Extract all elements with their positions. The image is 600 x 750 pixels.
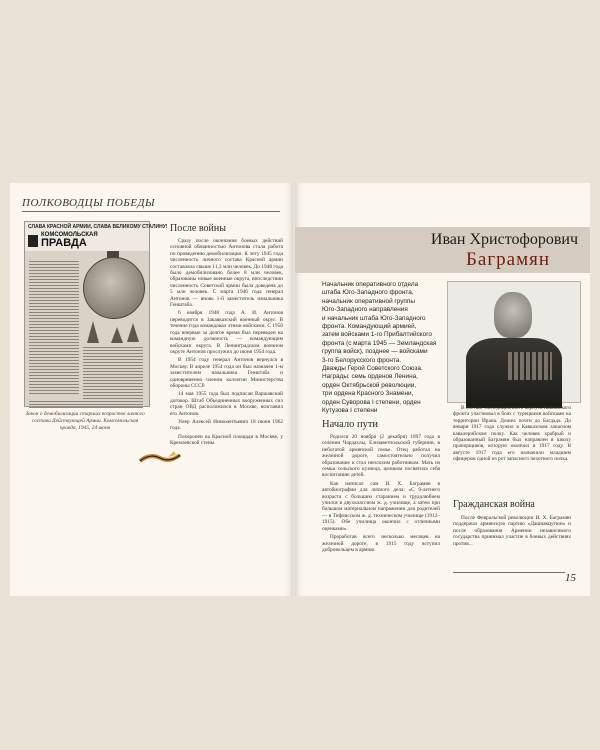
bio-line: и начальник штаба Юго-Западного — [322, 314, 426, 322]
section2-title: Гражданская война — [453, 499, 535, 510]
right-page — [295, 183, 590, 596]
article-paragraph: Умер Алексей Иннокентьевич 18 июня 1962 года. — [170, 418, 283, 432]
bio-line: Кутузова I степени — [322, 407, 378, 415]
bio-line: Юго-Западного направления — [322, 306, 408, 314]
section1-paragraph: Как написал сам И. Х. Баграмян в автобиографии для личного дела: «С 9-летнего возраста с большим старанием и трудолюбием учился в двухклассном ж. д. училище, а затем при большом материальном напряжении для родителей — в Тифлисском ж. д. техническом училище (1912–1915). Обе училища окончил с отличными оценками». — [322, 480, 440, 532]
section-rule — [22, 211, 280, 212]
kremlin-tower-icon — [111, 327, 123, 343]
newspaper-header — [25, 222, 168, 251]
newspaper-photo — [24, 221, 168, 407]
page-number: 15 — [565, 572, 576, 584]
bio-line: Награды: семь орденов Ленина, — [322, 373, 418, 381]
commander-first-name: Иван Христофорович — [430, 231, 578, 248]
section1-paragraph: Родился 20 ноября (2 декабря) 1897 года в селении Чардахлы, Елизаветпольской губернии, в небогатой армянской семье. Отец работал на железной дороге, самостоятельно получил образование и стал неплохим работником. Мать из семьи сельского кузнеца, целиком посвятила себя воспитанию детей. — [322, 434, 440, 479]
newspaper-name-top: КОМСОМОЛЬСКАЯ — [41, 232, 98, 238]
newspaper-column — [29, 261, 79, 396]
section1-continued-text — [453, 405, 571, 465]
newspaper-body — [25, 251, 149, 411]
victory-medal-icon — [83, 257, 145, 319]
article-paragraph: В 1954 году генерал Антонов вернулся в Москву. В апреле 1954 года он был назначен 1-м заместителем начальника Генштаба и одновременно членом коллегии Министерства обороны СССР. — [170, 357, 283, 389]
order-icon — [28, 235, 38, 247]
st-george-ribbon-icon — [138, 451, 182, 465]
bio-line: Начальник оперативного отдела — [322, 281, 419, 288]
bio-line: 3-го Белорусского фронта. — [322, 356, 402, 364]
newspaper-name-main: ПРАВДА — [41, 237, 87, 249]
article-after-war — [170, 223, 283, 449]
bio-line: фронта (с марта 1945 — Земландская — [322, 339, 437, 347]
section-title: ПОЛКОВОДЦЫ ПОБЕДЫ — [22, 197, 156, 209]
section-civil-war — [453, 499, 535, 514]
section-header — [22, 197, 280, 212]
portrait-medals-icon — [508, 352, 552, 380]
section2-text — [453, 515, 571, 549]
page-number-rule — [453, 572, 565, 573]
section1-continued-paragraph: В составе экспедиционного корпуса Кавказского фронта участвовал в боях с турецкими войсками на территории Ирана. Дошел почти до Багдада. До января 1917 года служил в Кавказском запасном кавалерийском полку. Как человек храбрый и образованный Баграмян был направлен в школу прапорщиков, которую окончил в 1917 году. В августе 1917 года его назначили младшим офицером одной из рот запасного пехотного полка. — [453, 405, 571, 463]
section1-paragraph: Проработав всего несколько месяцев на железной дороге, в 1915 году вступил добровольцем в армию. — [322, 534, 440, 553]
section1-text — [322, 434, 440, 555]
newspaper-masthead — [28, 232, 146, 249]
article-title: После войны — [170, 223, 226, 234]
newspaper-name — [41, 232, 98, 249]
article-paragraph: Похоронен на Красной площади в Москве, у Кремлевской стены. — [170, 433, 283, 447]
newspaper-slogan: СЛАВА КРАСНОЙ АРМИИ, СЛАВА ВЕЛИКОМУ СТАЛИНУ! — [28, 224, 168, 230]
portrait-head — [494, 292, 532, 338]
section-start-of-path — [322, 419, 378, 434]
commander-last-name: Баграмян — [466, 249, 550, 270]
bio-line: орден Октябрьской революции, — [322, 381, 417, 389]
commander-bio — [322, 281, 447, 416]
article-paragraph: Сразу после окончания боевых действий основной обязанностью Антонова стала работа по проведению демобилизации. К лету 1945 года численность личного состава Красной армии составляла свыше 11,3 млн человек. До 1948 года было демобилизовано более 8 млн человек, образованы новые военные округа, впоследствии численность Советской армии была доведена до 5 млн человек. С марта 1946 года генерал Антонов — вновь 1-й заместитель начальника Генштаба. — [170, 238, 283, 309]
bio-line: три ордена Красного Знамени, — [322, 390, 414, 398]
section2-paragraph: После Февральской революции И. Х. Баграмян поддержал армянскую партию «Дашнакцутюн» и после образования Армении независимого государства принимал участие в боевых действиях против... — [453, 515, 571, 547]
bio-line: фронта. Командующий армией, — [322, 323, 417, 331]
name-banner — [295, 227, 590, 273]
kremlin-tower-icon — [87, 321, 99, 343]
article-paragraph: 6 ноября 1948 года А. И. Антонов переводится в Закавказский военный округ. В течение года командовал этими войсками. С 1950 года впервые за долгое время был переведен на командную должность — командующим войсками округа. В Ленинградском военном округе Антонов прослужил до июня 1954 года. — [170, 310, 283, 355]
bio-line: затем войсками 1-го Прибалтийского — [322, 331, 432, 339]
bio-line: Дважды Герой Советского Союза. — [322, 365, 423, 373]
newspaper-column — [29, 401, 143, 409]
section1-title: Начало пути — [322, 419, 379, 430]
bio-line: начальник оперативной группы — [322, 297, 415, 305]
newspaper-column — [83, 347, 143, 402]
kremlin-tower-icon — [127, 323, 139, 342]
left-page — [10, 183, 293, 596]
photo-caption: Закон о демобилизации старших возрастов личного состава Действующей Армии. Комсомольская правда, 1945, 24 июня — [25, 411, 145, 431]
bio-line: группа войск), позднее — войсками — [322, 348, 428, 356]
article-paragraph: 14 мая 1955 года был подписан Варшавский договор. Штаб Объединенных вооруженных сил стран ОВД расположился в Москве, возглавил его Антонов. — [170, 391, 283, 417]
bio-line: штаба Юго-Западного фронта, — [322, 289, 414, 297]
bio-line: орден Суворова I степени, орден — [322, 398, 421, 406]
commander-portrait — [447, 281, 581, 403]
